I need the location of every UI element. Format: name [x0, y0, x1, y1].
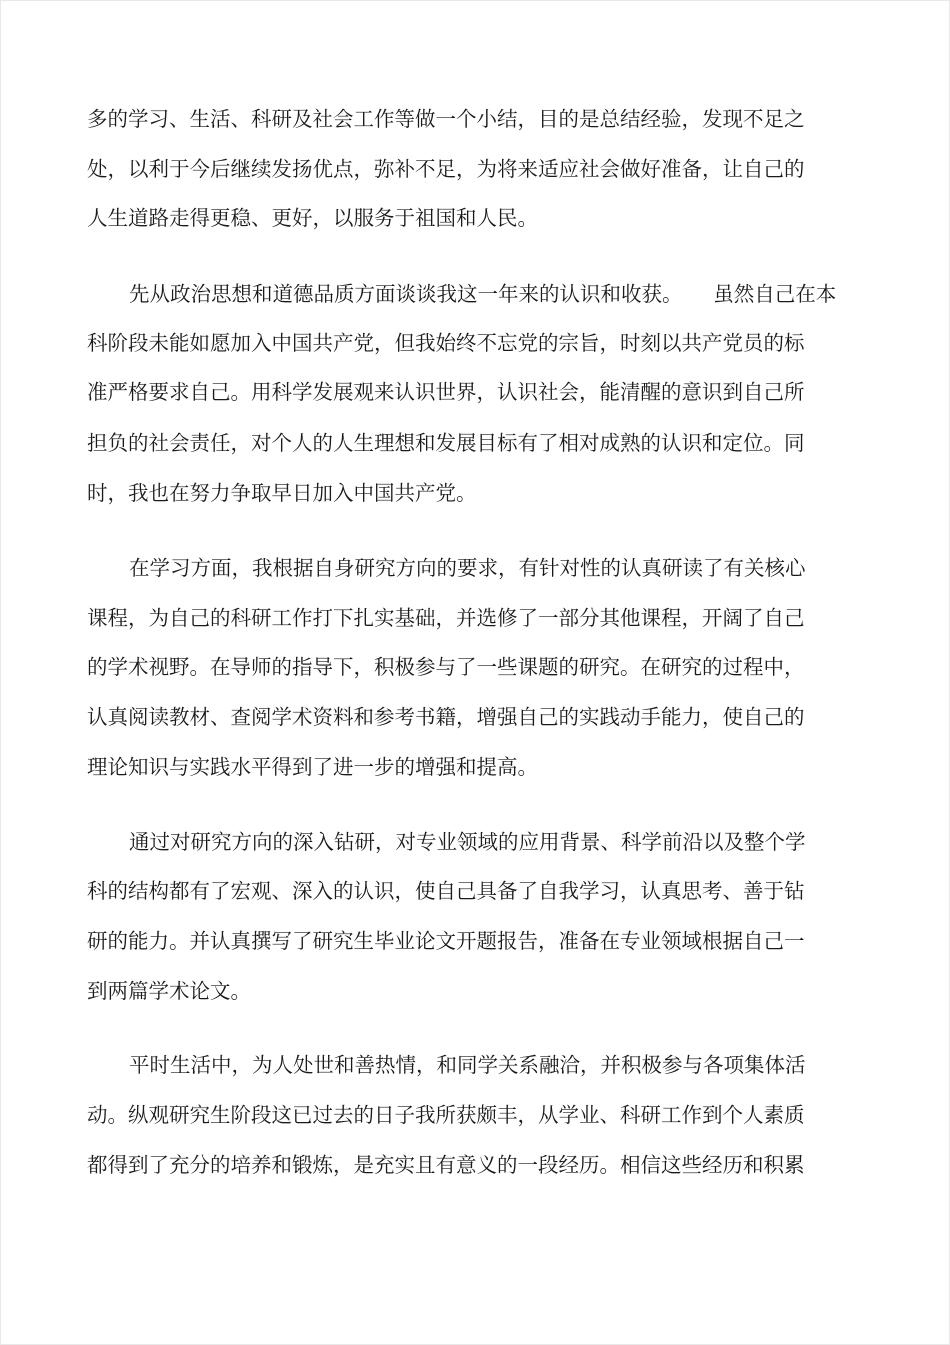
- text-line: 到两篇学术论文。: [87, 979, 251, 1003]
- text-line: 准严格要求自己。用科学发展观来认识世界，认识社会，能清醒的意识到自己所: [87, 380, 805, 404]
- text-line: 动。纵观研究生阶段这已过去的日子我所获颇丰，从学业、科研工作到个人素质: [87, 1103, 805, 1127]
- text-line: 通过对研究方向的深入钻研，对专业领域的应用背景、科学前沿以及整个学: [129, 830, 806, 854]
- text-line: 认真阅读教材、查阅学术资料和参考书籍，增强自己的实践动手能力，使自己的: [87, 705, 805, 729]
- text-line: 人生道路走得更稳、更好，以服务于祖国和人民。: [87, 206, 538, 230]
- text-line: 理论知识与实践水平得到了进一步的增强和提高。: [87, 755, 538, 779]
- text-line: 时，我也在努力争取早日加入中国共产党。: [87, 481, 477, 505]
- text-line: 都得到了充分的培养和锻炼，是充实且有意义的一段经历。相信这些经历和积累: [87, 1153, 805, 1177]
- text-line: 在学习方面，我根据自身研究方向的要求，有针对性的认真研读了有关核心: [129, 556, 806, 580]
- text-line: 科阶段未能如愿加入中国共产党，但我始终不忘党的宗旨，时刻以共产党员的标: [87, 331, 805, 355]
- text-line: 平时生活中，为人处世和善热情，和同学关系融洽，并积极参与各项集体活: [129, 1053, 806, 1077]
- text-line: 科的结构都有了宏观、深入的认识，使自己具备了自我学习，认真思考、善于钻: [87, 879, 805, 903]
- text-line: 研的能力。并认真撰写了研究生毕业论文开题报告，准备在专业领域根据自己一: [87, 929, 805, 953]
- text-line: 的学术视野。在导师的指导下，积极参与了一些课题的研究。在研究的过程中，: [87, 655, 805, 679]
- text-line: 担负的社会责任，对个人的人生理想和发展目标有了相对成熟的认识和定位。同: [87, 431, 805, 455]
- text-line: 课程，为自己的科研工作打下扎实基础，并选修了一部分其他课程，开阔了自己: [87, 606, 805, 630]
- text-line: 先从政治思想和道德品质方面谈谈我这一年来的认识和收获。 虽然自己在本: [129, 282, 837, 306]
- text-line: 多的学习、生活、科研及社会工作等做一个小结，目的是总结经验，发现不足之: [87, 107, 805, 131]
- text-line: 处，以利于今后继续发扬优点，弥补不足，为将来适应社会做好准备，让自己的: [87, 157, 805, 181]
